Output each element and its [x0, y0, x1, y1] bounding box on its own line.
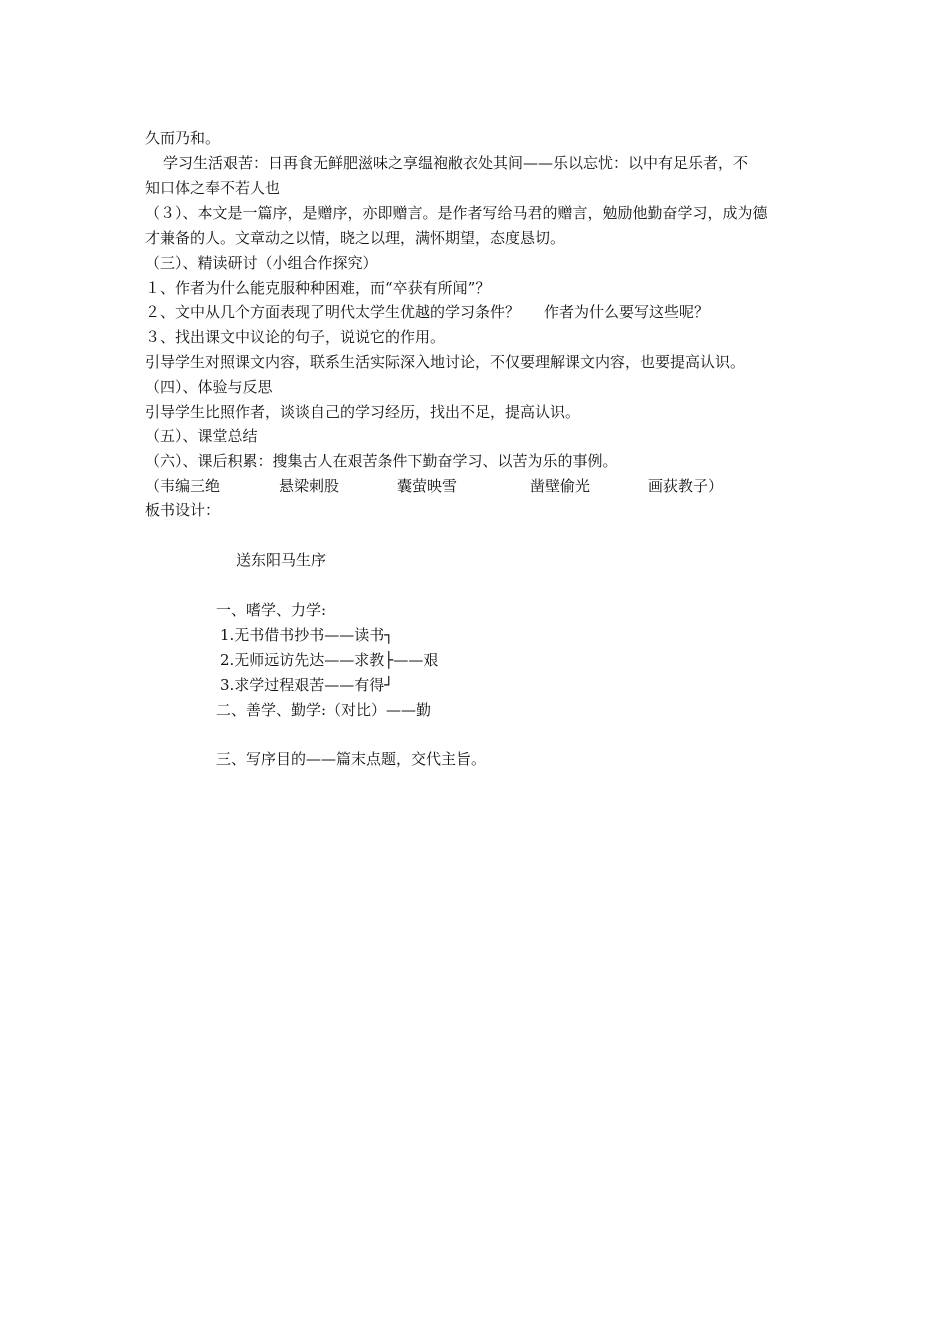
question-item	[145, 302, 709, 322]
board-label: 板书设计：	[145, 501, 221, 519]
board-part-heading: 三、写序目的——篇末点题，交代主旨。	[216, 750, 487, 768]
text-line: 引导学生比照作者，谈谈自己的学习经历，找出不足，提高认识。	[145, 403, 581, 421]
board-title: 送东阳马生序	[236, 551, 327, 569]
board-part-heading: 二、善学、勤学:（对比）——勤	[216, 701, 432, 719]
text-line: 知口体之奉不若人也	[145, 179, 281, 197]
section-heading: （三）、精读研讨（小组合作探究）	[145, 254, 378, 272]
text-line: 引导学生对照课文内容，联系生活实际深入地讨论，不仅要理解课文内容，也要提高认识。	[145, 353, 746, 371]
question-item: １、作者为什么能克服种种困难，而“卒获有所闻”？	[145, 279, 491, 297]
question-item: ３、找出课文中议论的句子，说说它的作用。	[145, 328, 446, 346]
text-line: （３）、本文是一篇序，是赠序，亦即赠言。是作者写给马君的赠言，勉励他勤奋学习，成为德	[145, 204, 768, 222]
section-heading: （六）、课后积累：搜集古人在艰苦条件下勤奋学习、以苦为乐的事例。	[145, 452, 618, 470]
example-item: 囊萤映雪	[397, 477, 458, 495]
question-part: ２、文中从几个方面表现了明代太学生优越的学习条件？	[145, 303, 521, 321]
text-line: 学习生活艰苦：日再食无鲜肥滋味之享缊袍敝衣处其间——乐以忘忧：以中有足乐者，不	[163, 154, 749, 172]
board-item: 2.无师远访先达——求教├——艰	[220, 651, 439, 669]
example-item: 悬梁刺股	[279, 477, 340, 495]
board-part-heading: 一、嗜学、力学:	[216, 601, 327, 619]
text-line: 才兼备的人。文章动之以情，晓之以理，满怀期望，态度恳切。	[145, 229, 566, 247]
text-line: 久而乃和。	[145, 129, 221, 147]
section-heading: （四）、体验与反思	[145, 378, 273, 396]
example-item: （韦编三绝	[145, 477, 221, 495]
example-item: 凿壁偷光	[530, 477, 591, 495]
board-item: 1.无书借书抄书——读书┐	[220, 626, 394, 644]
question-part: 作者为什么要写这些呢？	[544, 303, 710, 321]
board-item: 3.求学过程艰苦——有得┘	[220, 676, 394, 694]
example-item: 画荻教子）	[648, 477, 724, 495]
section-heading: （五）、课堂总结	[145, 427, 258, 445]
